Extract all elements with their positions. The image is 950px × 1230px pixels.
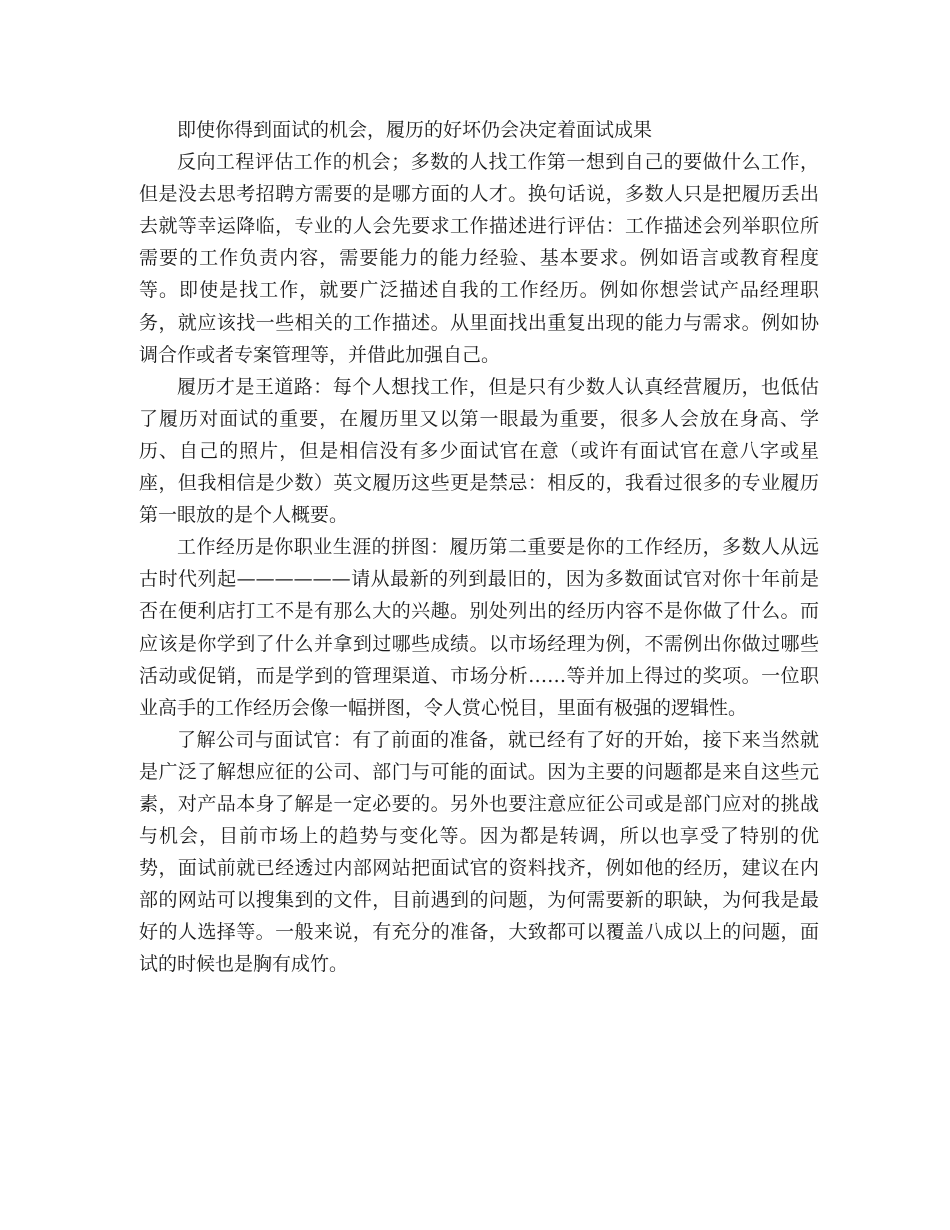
- paragraph-company-research: 了解公司与面试官：有了前面的准备，就已经有了好的开始，接下来当然就是广泛了解想应征的公司、部门与可能的面试。因为主要的问题都是来自这些元素，对产品本身了解是一定必要的。另外也要注意应征公司或是部门应对的挑战与机会，目前市场上的趋势与变化等。因为都是转调，所以也享受了特别的优势，面试前就已经透过内部网站把面试官的资料找齐，例如他的经历，建议在内部的网站可以搜集到的文件，目前遇到的问题，为何需要新的职缺，为何我是最好的人选择等。一般来说，有充分的准备，大致都可以覆盖八成以上的问题，面试的时候也是胸有成竹。: [139, 728, 819, 976]
- document-body: [139, 114, 819, 981]
- paragraph-work-experience: 工作经历是你职业生涯的拼图：履历第二重要是你的工作经历，多数人从远古时代列起——————请从最新的列到最旧的，因为多数面试官对你十年前是否在便利店打工不是有那么大的兴趣。别处列出的经历内容不是你做了什么。而应该是你学到了什么并拿到过哪些成绩。以市场经理为例，不需例出你做过哪些活动或促销，而是学到的管理渠道、市场分析……等并加上得过的奖项。一位职业高手的工作经历会像一幅拼图，令人赏心悦目，里面有极强的逻辑性。: [139, 536, 819, 719]
- paragraph-resume: 履历才是王道路：每个人想找工作，但是只有少数人认真经营履历，也低估了履历对面试的重要，在履历里又以第一眼最为重要，很多人会放在身高、学历、自己的照片，但是相信没有多少面试官在意（或许有面试官在意八字或星座，但我相信是少数）英文履历这些更是禁忌：相反的，我看过很多的专业履历第一眼放的是个人概要。: [139, 375, 819, 527]
- paragraph-reverse-engineering: 反向工程评估工作的机会；多数的人找工作第一想到自己的要做什么工作，但是没去思考招聘方需要的是哪方面的人才。换句话说，多数人只是把履历丢出去就等幸运降临，专业的人会先要求工作描述进行评估：工作描述会列举职位所需要的工作负责内容，需要能力的能力经验、基本要求。例如语言或教育程度等。即使是找工作，就要广泛描述自我的工作经历。例如你想尝试产品经理职务，就应该找一些相关的工作描述。从里面找出重复出现的能力与需求。例如协调合作或者专案管理等，并借此加强自己。: [139, 151, 819, 366]
- paragraph-intro: 即使你得到面试的机会，履历的好坏仍会决定着面试成果: [177, 119, 653, 141]
